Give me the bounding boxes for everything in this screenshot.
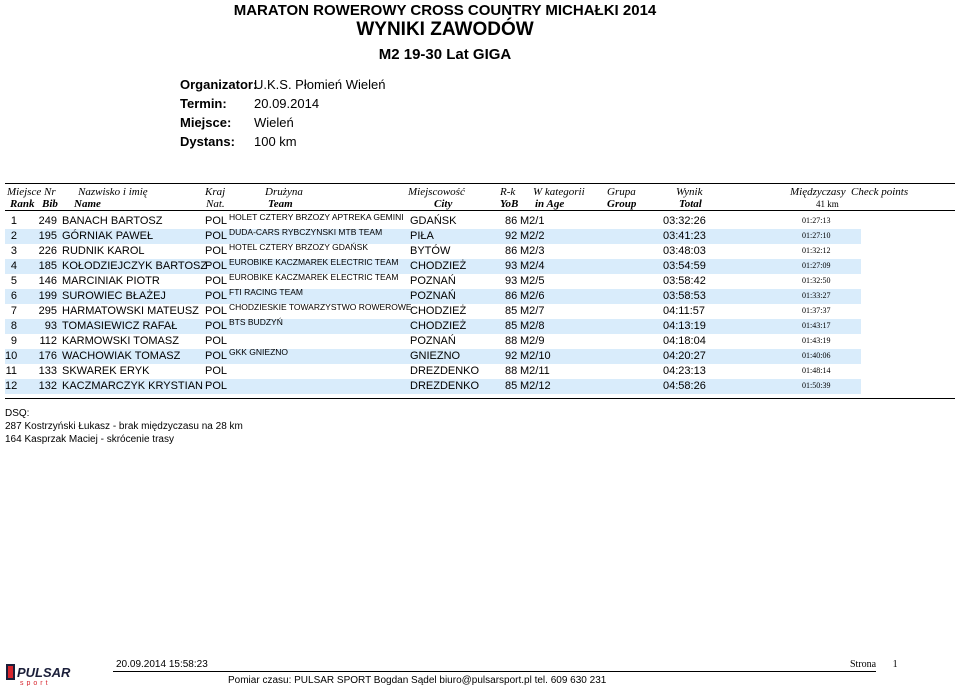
table-row (5, 349, 861, 364)
dsq-line-1: 287 Kostrzyński Łukasz - brak międzyczasu na 28 km (5, 421, 243, 432)
footer-rule (113, 671, 876, 672)
cell-city: DREZDENKO (410, 365, 480, 377)
table-row (5, 319, 861, 334)
cell-rank: 2 (10, 230, 17, 242)
cell-bib: 295 (38, 305, 57, 317)
cell-bib: 185 (38, 260, 57, 272)
cell-total: 03:54:59 (663, 260, 706, 272)
page-number: 1 (892, 659, 898, 670)
cell-name: TOMASIEWICZ RAFAŁ (62, 320, 178, 332)
cell-cat: M2/12 (520, 380, 551, 392)
cell-bib: 195 (38, 230, 57, 242)
cell-cat: M2/11 (520, 365, 550, 377)
cell-split: 01:32:50 (802, 276, 831, 285)
table-bottom-rule (5, 398, 955, 399)
col-group-en: Group (607, 198, 637, 210)
cell-yob: 86 (505, 290, 518, 302)
logo-sub: sport (20, 680, 51, 686)
cell-name: KOŁODZIEJCZYK BARTOSZ (62, 260, 208, 272)
pulsar-logo-mark (6, 664, 76, 686)
cell-bib: 133 (38, 365, 57, 377)
cell-name: GÓRNIAK PAWEŁ (62, 230, 154, 242)
col-total-en: Total (679, 198, 702, 210)
cell-total: 03:58:53 (663, 290, 706, 302)
cell-cat: M2/9 (520, 335, 545, 347)
cell-city: GNIEZNO (410, 350, 461, 362)
cell-nat: POL (205, 380, 228, 392)
cell-cat: M2/10 (520, 350, 551, 362)
distance-label: Dystans: (180, 134, 235, 149)
cell-rank: 7 (10, 305, 17, 317)
cell-cat: M2/2 (520, 230, 545, 242)
table-row (5, 244, 861, 259)
table-row (5, 379, 861, 394)
col-cat-pl: W kategorii (533, 186, 585, 198)
cell-nat: POL (205, 335, 228, 347)
cell-team: HOLET CZTERY BRZOZY APTREKA GEMINI (229, 212, 404, 222)
col-yob-pl: R-k (500, 186, 516, 198)
cell-rank: 3 (10, 245, 17, 257)
dsq-line-2: 164 Kasprzak Maciej - skrócenie trasy (5, 434, 174, 445)
table-row (5, 229, 861, 244)
cell-name: BANACH BARTOSZ (62, 215, 163, 227)
cell-rank: 11 (5, 365, 17, 377)
cell-team: EUROBIKE KACZMAREK ELECTRIC TEAM (229, 257, 399, 267)
cell-team: BTS BUDZYŃ (229, 317, 283, 327)
cell-split: 01:50:39 (802, 381, 831, 390)
cell-city: PIŁA (410, 230, 434, 242)
col-split-pl: Międzyczasy (790, 186, 846, 198)
cell-bib: 112 (39, 335, 57, 347)
cell-split: 01:43:17 (802, 321, 831, 330)
cell-bib: 93 (44, 320, 57, 332)
cell-rank: 5 (10, 275, 17, 287)
col-nat-pl: Kraj (205, 186, 226, 198)
cell-split: 01:43:19 (802, 336, 831, 345)
organizer-label: Organizator: (180, 77, 258, 92)
cell-name: SUROWIEC BŁAŻEJ (62, 290, 166, 302)
cell-cat: M2/7 (520, 305, 545, 317)
pulsar-logo (6, 664, 76, 686)
cell-split: 01:27:10 (802, 231, 831, 240)
col-name-pl: Nazwisko i imię (78, 186, 148, 198)
cell-yob: 92 (505, 350, 518, 362)
cell-total: 03:48:03 (663, 245, 706, 257)
header-top-rule (5, 183, 955, 184)
logo-text: PULSAR (17, 665, 71, 680)
cell-city: CHODZIEŻ (410, 305, 467, 317)
cell-team: EUROBIKE KACZMAREK ELECTRIC TEAM (229, 272, 399, 282)
cell-total: 04:20:27 (663, 350, 706, 362)
cell-total: 03:32:26 (663, 215, 706, 227)
cell-cat: M2/3 (520, 245, 545, 257)
cell-name: SKWAREK ERYK (62, 365, 150, 377)
footer-page (850, 659, 898, 670)
cell-team: FTI RACING TEAM (229, 287, 303, 297)
col-team-pl: Drużyna (265, 186, 303, 198)
cell-name: WACHOWIAK TOMASZ (62, 350, 181, 362)
col-bib-pl: Nr (44, 186, 56, 198)
cell-city: POZNAŃ (410, 290, 456, 302)
cell-name: KACZMARCZYK KRYSTIAN (62, 380, 203, 392)
place-label: Miejsce: (180, 115, 232, 130)
cell-cat: M2/5 (520, 275, 545, 287)
cell-total: 04:23:13 (663, 365, 706, 377)
page-label: Strona (850, 659, 877, 670)
cell-total: 03:58:42 (663, 275, 706, 287)
cell-bib: 226 (38, 245, 57, 257)
cell-team: CHODZIESKIE TOWARZYSTWO ROWEROWE (229, 302, 412, 312)
cell-city: CHODZIEŻ (410, 320, 467, 332)
table-row (5, 259, 861, 274)
date-label: Termin: (180, 96, 227, 111)
cell-nat: POL (205, 245, 228, 257)
cell-rank: 10 (5, 350, 18, 362)
cell-name: RUDNIK KAROL (62, 245, 145, 257)
col-rank-en: Rank (10, 198, 35, 210)
place-line (180, 115, 294, 130)
dsq-section (5, 407, 243, 446)
cell-rank: 12 (5, 380, 18, 392)
distance-value: 100 km (254, 134, 297, 149)
cell-total: 04:13:19 (663, 320, 706, 332)
footer-credits: Pomiar czasu: PULSAR SPORT Bogdan Sądel biuro@pulsarsport.pl tel. 609 630 231 (228, 675, 607, 686)
cell-team: DUDA-CARS RYBCZYNSKI MTB TEAM (229, 227, 383, 237)
cell-yob: 85 (505, 380, 518, 392)
table-row (5, 364, 861, 379)
cell-city: POZNAŃ (410, 275, 456, 287)
cell-yob: 92 (505, 230, 518, 242)
cell-city: CHODZIEŻ (410, 260, 467, 272)
cell-rank: 1 (10, 215, 17, 227)
cell-cat: M2/4 (520, 260, 545, 272)
distance-line (180, 134, 297, 149)
col-team-en: Team (268, 198, 293, 210)
cell-name: KARMOWSKI TOMASZ (62, 335, 179, 347)
col-yob-en: YoB (500, 198, 519, 210)
organizer-line (180, 77, 386, 92)
cell-nat: POL (205, 365, 228, 377)
cell-bib: 249 (38, 215, 57, 227)
cell-rank: 8 (10, 320, 17, 332)
cell-total: 04:18:04 (663, 335, 706, 347)
cell-yob: 86 (505, 245, 518, 257)
cell-team: GKK GNIEZNO (229, 347, 289, 357)
cell-nat: POL (205, 215, 228, 227)
cell-name: MARCINIAK PIOTR (62, 275, 160, 287)
cell-split: 01:40:06 (802, 351, 831, 360)
cell-cat: M2/8 (520, 320, 545, 332)
col-total-pl: Wynik (676, 186, 703, 198)
cell-nat: POL (205, 305, 228, 317)
cell-cat: M2/6 (520, 290, 545, 302)
cell-yob: 93 (505, 275, 518, 287)
cell-split: 01:48:14 (802, 366, 831, 375)
col-nat-en: Nat. (206, 198, 225, 210)
header-bottom-rule (5, 210, 955, 211)
date-line (180, 96, 319, 111)
cell-yob: 85 (505, 305, 518, 317)
cell-yob: 88 (505, 365, 518, 377)
cell-rank: 4 (10, 260, 17, 272)
cell-nat: POL (205, 230, 228, 242)
col-split-en: 41 km (816, 199, 839, 209)
table-row (5, 304, 861, 319)
cell-nat: POL (205, 275, 228, 287)
cell-rank: 9 (10, 335, 17, 347)
col-rank-pl: Miejsce (7, 186, 42, 198)
cell-bib: 176 (38, 350, 57, 362)
category-title: M2 19-30 Lat GIGA (378, 46, 512, 63)
cell-city: POZNAŃ (410, 335, 456, 347)
col-name-en: Name (74, 198, 101, 210)
cell-name: HARMATOWSKI MATEUSZ (62, 305, 199, 317)
cell-nat: POL (205, 320, 228, 332)
cell-split: 01:32:12 (802, 246, 831, 255)
col-check-pl: Check points (851, 186, 909, 198)
cell-rank: 6 (10, 290, 17, 302)
col-group-pl: Grupa (607, 186, 636, 198)
cell-yob: 93 (505, 260, 518, 272)
cell-split: 01:33:27 (802, 291, 831, 300)
table-row (5, 274, 861, 289)
cell-bib: 199 (38, 290, 57, 302)
event-title: MARATON ROWEROWY CROSS COUNTRY MICHAŁKI 2014 (233, 2, 657, 19)
cell-yob: 85 (505, 320, 518, 332)
col-city-en: City (434, 198, 453, 210)
cell-split: 01:37:37 (802, 306, 831, 315)
date-value: 20.09.2014 (254, 96, 320, 111)
cell-team: HOTEL CZTERY BRZOZY GDAŃSK (229, 242, 369, 252)
cell-cat: M2/1 (520, 215, 545, 227)
cell-city: DREZDENKO (410, 380, 480, 392)
cell-total: 03:41:23 (663, 230, 706, 242)
cell-bib: 146 (38, 275, 57, 287)
cell-city: GDAŃSK (410, 215, 457, 227)
table-row (5, 334, 861, 349)
cell-city: BYTÓW (410, 245, 451, 257)
cell-split: 01:27:09 (802, 261, 831, 270)
cell-split: 01:27:13 (802, 216, 831, 225)
col-city-pl: Miejscowość (408, 186, 465, 198)
cell-bib: 132 (38, 380, 57, 392)
dsq-label: DSQ: (5, 408, 30, 419)
cell-yob: 86 (505, 215, 518, 227)
place-value: Wieleń (254, 115, 294, 130)
col-bib-en: Bib (42, 198, 58, 210)
footer-timestamp: 20.09.2014 15:58:23 (116, 659, 208, 670)
table-row (5, 289, 861, 304)
cell-nat: POL (205, 290, 228, 302)
cell-nat: POL (205, 260, 228, 272)
results-title: WYNIKI ZAWODÓW (356, 19, 534, 40)
cell-yob: 88 (505, 335, 518, 347)
cell-total: 04:11:57 (663, 305, 706, 317)
table-row (5, 214, 861, 229)
cell-nat: POL (205, 350, 228, 362)
organizer-value: U.K.S. Płomień Wieleń (254, 77, 386, 92)
col-cat-en: in Age (535, 198, 565, 210)
cell-total: 04:58:26 (663, 380, 706, 392)
